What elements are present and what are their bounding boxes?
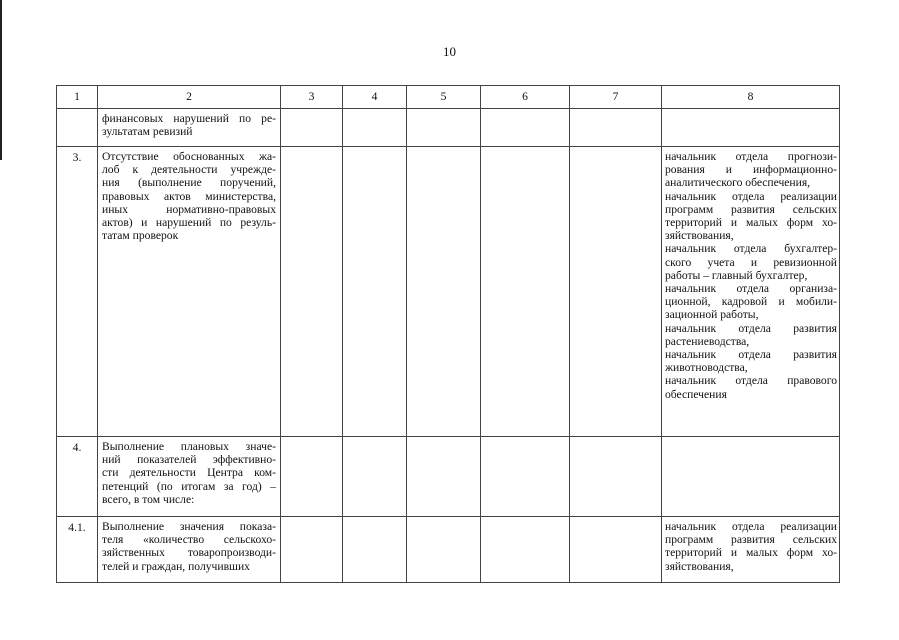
empty-cell	[570, 109, 662, 147]
responsible-line: аналитического обеспечения,	[665, 176, 811, 190]
responsible-line: начальник отдела организа-	[665, 282, 837, 296]
responsible-line: рования и информационно-	[665, 163, 837, 177]
description-line: ния (выполнение поручений,	[102, 176, 276, 190]
description-line: правовых актов министерства,	[102, 189, 276, 203]
table-row	[57, 437, 840, 517]
page-edge-line	[0, 0, 2, 160]
empty-cell	[343, 147, 407, 437]
indicator-description	[98, 147, 281, 437]
responsible-line: растениеводства,	[665, 334, 750, 348]
responsible-persons	[662, 517, 840, 583]
description-line: Выполнение значения показа-	[102, 520, 276, 533]
description-line: актов) и нарушений по резуль-	[102, 216, 276, 230]
responsible-line: начальник отдела прогнози-	[665, 150, 837, 163]
row-number: 4.1.	[57, 517, 98, 583]
indicator-description	[98, 437, 281, 517]
responsible-persons	[662, 147, 840, 437]
description-line: петенций (по итогам за год) –	[102, 479, 276, 493]
responsible-line: начальник отдела бухгалтер-	[665, 242, 837, 256]
empty-cell	[481, 147, 570, 437]
responsible-line: программ развития сельских	[665, 202, 837, 216]
responsible-line: ского учета и ревизионной	[665, 255, 837, 269]
table-header-row	[57, 86, 840, 109]
empty-cell	[481, 437, 570, 517]
responsible-line: животноводства,	[665, 361, 748, 375]
responsible-line: зационной работы,	[665, 308, 759, 322]
empty-cell	[407, 147, 481, 437]
responsible-line: начальник отдела правового	[665, 374, 837, 388]
responsible-line: работы – главный бухгалтер,	[665, 268, 808, 282]
row-number: 3.	[57, 147, 98, 437]
description-line: телей и граждан, получивших	[102, 559, 250, 573]
row-number: 4.	[57, 437, 98, 517]
description-line: зультатам ревизий	[102, 125, 193, 139]
column-header: 1	[57, 86, 98, 109]
column-header: 6	[481, 86, 570, 109]
responsible-line: зяйствования,	[665, 559, 734, 573]
responsible-persons	[662, 109, 840, 147]
responsible-line: программ развития сельских	[665, 533, 837, 547]
empty-cell	[343, 517, 407, 583]
description-line: ний показателей эффективно-	[102, 453, 276, 467]
empty-cell	[281, 147, 343, 437]
description-line: иных нормативно-правовых	[102, 202, 276, 216]
empty-cell	[481, 517, 570, 583]
responsible-persons	[662, 437, 840, 517]
description-line: теля «количество сельскохо-	[102, 533, 276, 547]
row-number	[57, 109, 98, 147]
responsible-line: начальник отдела развития	[665, 348, 837, 362]
empty-cell	[570, 517, 662, 583]
empty-cell	[407, 109, 481, 147]
description-line: Отсутствие обоснованных жа-	[102, 150, 276, 163]
empty-cell	[281, 517, 343, 583]
indicator-description	[98, 109, 281, 147]
empty-cell	[481, 109, 570, 147]
empty-cell	[407, 437, 481, 517]
column-header: 5	[407, 86, 481, 109]
description-line: сти деятельности Центра ком-	[102, 466, 276, 480]
description-line: Выполнение плановых значе-	[102, 440, 276, 453]
empty-cell	[407, 517, 481, 583]
table-row	[57, 147, 840, 437]
empty-cell	[281, 109, 343, 147]
column-header: 3	[281, 86, 343, 109]
criteria-table	[56, 85, 840, 583]
column-header: 8	[662, 86, 840, 109]
table-row	[57, 517, 840, 583]
column-header: 4	[343, 86, 407, 109]
responsible-line: зяйствования,	[665, 229, 734, 243]
description-line: татам проверок	[102, 229, 179, 243]
description-line: зяйственных товаропроизводи-	[102, 546, 276, 560]
empty-cell	[343, 437, 407, 517]
description-line: лоб к деятельности учрежде-	[102, 163, 276, 177]
indicator-description	[98, 517, 281, 583]
responsible-line: начальник отдела реализации	[665, 189, 837, 203]
column-header: 7	[570, 86, 662, 109]
responsible-line: территорий и малых форм хо-	[665, 546, 837, 560]
empty-cell	[343, 109, 407, 147]
responsible-line: территорий и малых форм хо-	[665, 216, 837, 230]
responsible-line: начальник отдела развития	[665, 321, 837, 335]
responsible-line: ционной, кадровой и мобили-	[665, 295, 837, 309]
column-header: 2	[98, 86, 281, 109]
description-line: всего, в том числе:	[102, 492, 195, 506]
description-line: финансовых нарушений по ре-	[102, 112, 276, 125]
empty-cell	[281, 437, 343, 517]
empty-cell	[570, 147, 662, 437]
empty-cell	[570, 437, 662, 517]
responsible-line: начальник отдела реализации	[665, 520, 837, 533]
page-number: 10	[443, 44, 456, 59]
responsible-line: обеспечения	[665, 387, 727, 401]
table-row	[57, 109, 840, 147]
